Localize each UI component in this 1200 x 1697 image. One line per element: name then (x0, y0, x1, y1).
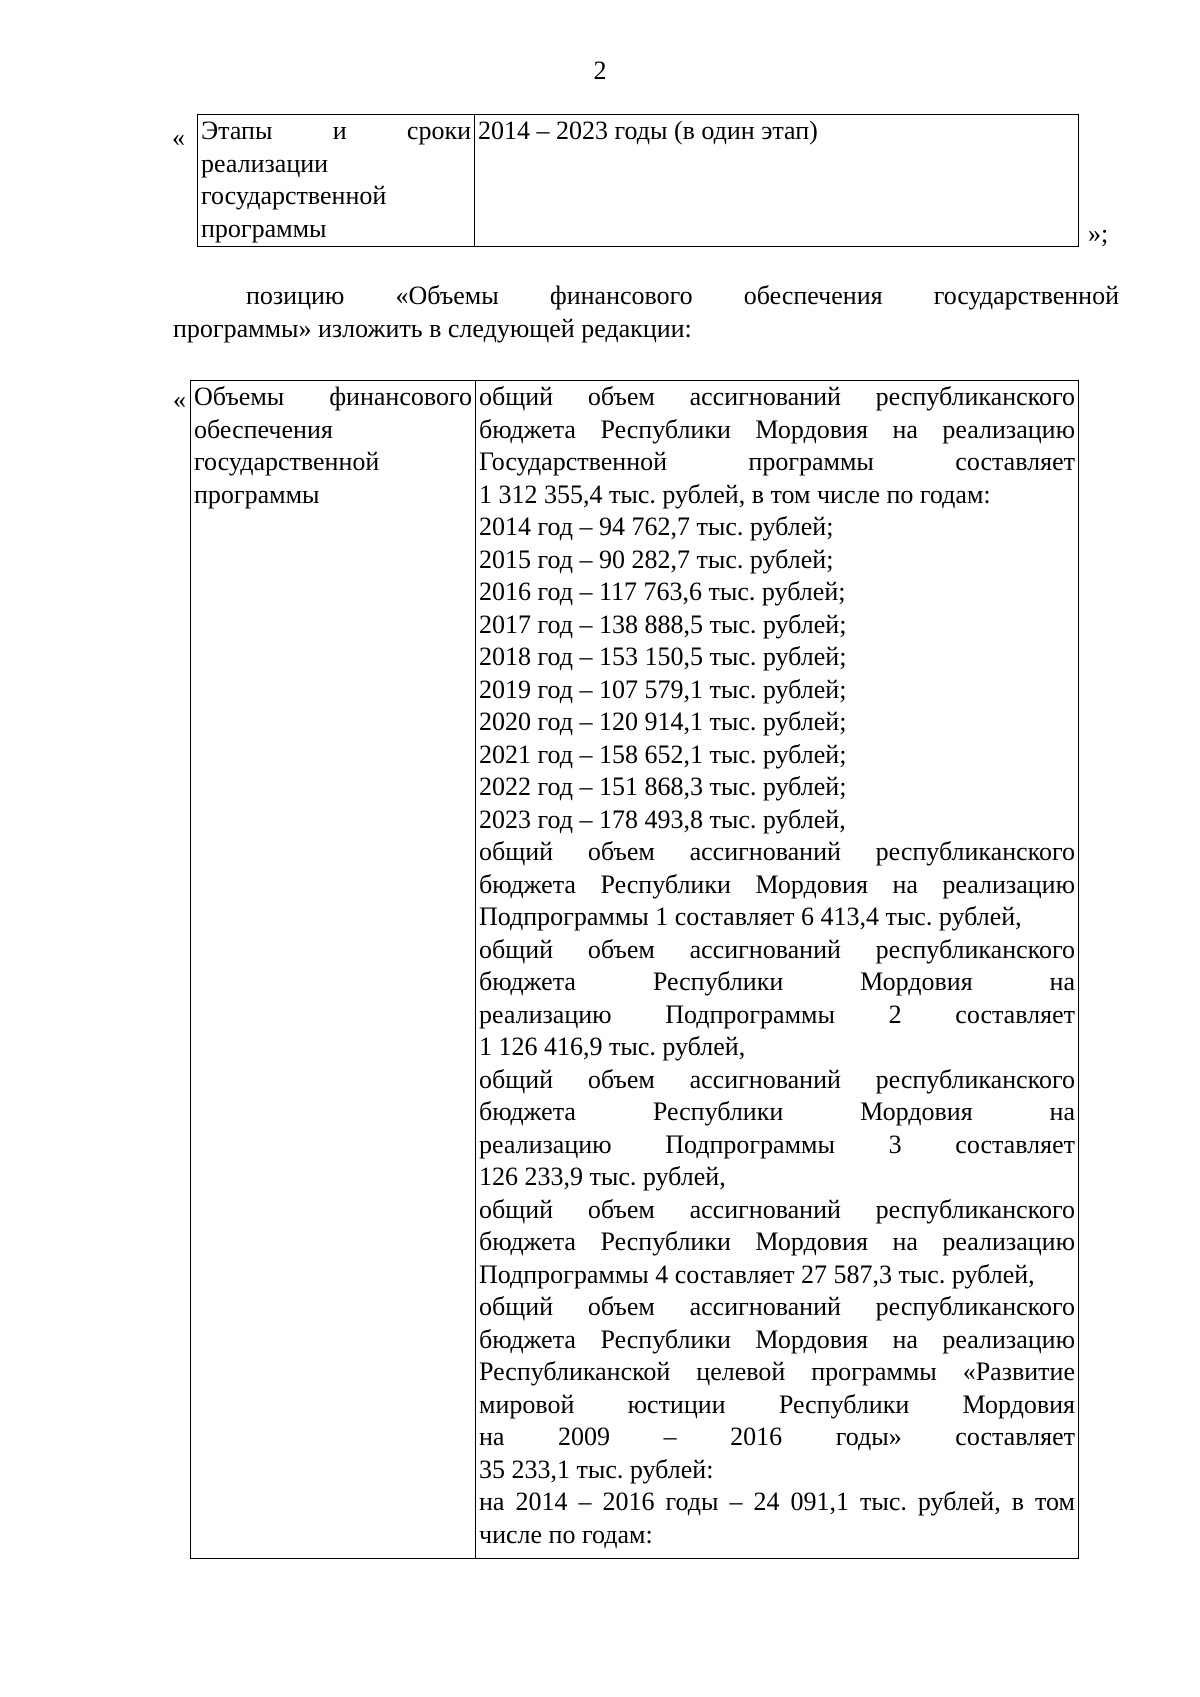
financing-line: бюджета Республики Мордовия на реализацию (479, 414, 1075, 444)
financing-label-cell (191, 381, 476, 1559)
financing-line: на 2014 – 2016 годы – 24 091,1 тыс. рублей, в том (479, 1487, 1075, 1516)
financing-line: 35 233,1 тыс. рублей: (479, 1454, 714, 1484)
financing-line: реализацию Подпрограммы 2 составляет (479, 999, 1075, 1029)
financing-value-cell (476, 381, 1079, 1559)
financing-line: 2017 год – 138 888,5 тыс. рублей; (479, 609, 847, 639)
financing-line: бюджета Республики Мордовия на (479, 1097, 1075, 1126)
financing-line: числе по годам: (479, 1519, 653, 1549)
financing-line: бюджета Республики Мордовия на реализацию (479, 869, 1075, 899)
stages-table (197, 114, 1079, 247)
financing-line: Подпрограммы 1 составляет 6 413,4 тыс. рублей, (479, 902, 1022, 931)
stages-label-cell (198, 115, 475, 247)
financing-line: 1 312 355,4 тыс. рублей, в том числе по годам: (479, 479, 991, 509)
instruction-line-2: программы» изложить в следующей редакции: (173, 313, 692, 343)
financing-label-line: обеспечения (194, 414, 333, 444)
page-number: 2 (593, 56, 607, 85)
financing-line: 2023 год – 178 493,8 тыс. рублей, (479, 804, 846, 834)
financing-line: бюджета Республики Мордовия на (479, 967, 1075, 996)
financing-line: 2019 год – 107 579,1 тыс. рублей; (479, 674, 847, 704)
financing-line: реализацию Подпрограммы 3 составляет (479, 1129, 1075, 1159)
stages-label-line: реализации (201, 148, 329, 178)
financing-line: мировой юстиции Республики Мордовия (479, 1389, 1075, 1419)
stages-label-line: государственной (201, 181, 387, 210)
financing-line: бюджета Республики Мордовия на реализацию (479, 1227, 1075, 1256)
financing-line: 2018 год – 153 150,5 тыс. рублей; (479, 642, 847, 671)
open-quote-1: « (172, 123, 185, 152)
stages-label-line: программы (201, 213, 327, 243)
financing-line: общий объем ассигнований республиканского (479, 837, 1075, 866)
financing-line: 2014 год – 94 762,7 тыс. рублей; (479, 512, 834, 541)
instruction-line-1: позицию «Объемы финансового обеспечения государственной (246, 281, 1119, 310)
financing-line: 2015 год – 90 282,7 тыс. рублей; (479, 544, 834, 574)
stages-value: 2014 – 2023 годы (в один этап) (478, 116, 818, 145)
financing-line: Подпрограммы 4 составляет 27 587,3 тыс. рублей, (479, 1259, 1035, 1289)
financing-line: 2020 год – 120 914,1 тыс. рублей; (479, 707, 847, 736)
financing-line: на 2009 – 2016 годы» составляет (479, 1422, 1075, 1451)
financing-line: 1 126 416,9 тыс. рублей, (479, 1032, 746, 1061)
financing-label-line: Объемы финансового (194, 382, 472, 411)
open-quote-2: « (173, 385, 186, 414)
stages-label-line: Этапы и сроки (201, 116, 471, 145)
financing-line: общий объем ассигнований республиканского (479, 1292, 1075, 1321)
financing-line: общий объем ассигнований республиканского (479, 1194, 1075, 1224)
financing-table (190, 380, 1079, 1559)
instruction-paragraph (173, 280, 1119, 345)
financing-line: 2022 год – 151 868,3 тыс. рублей; (479, 772, 847, 801)
financing-line: бюджета Республики Мордовия на реализацию (479, 1324, 1075, 1354)
stages-value-cell (475, 115, 1079, 247)
financing-line: Государственной программы составляет (479, 447, 1075, 476)
financing-line: общий объем ассигнований республиканского (479, 1064, 1075, 1094)
financing-label-line: государственной (194, 447, 380, 476)
financing-line: 2021 год – 158 652,1 тыс. рублей; (479, 739, 847, 769)
financing-label-line: программы (194, 479, 320, 509)
financing-line: 126 233,9 тыс. рублей, (479, 1162, 726, 1191)
financing-line: 2016 год – 117 763,6 тыс. рублей; (479, 577, 846, 606)
financing-line: общий объем ассигнований республиканского (479, 382, 1075, 411)
close-quote-semicolon: »; (1088, 219, 1109, 248)
financing-line: Республиканской целевой программы «Развитие (479, 1357, 1075, 1386)
financing-line: общий объем ассигнований республиканского (479, 934, 1075, 964)
